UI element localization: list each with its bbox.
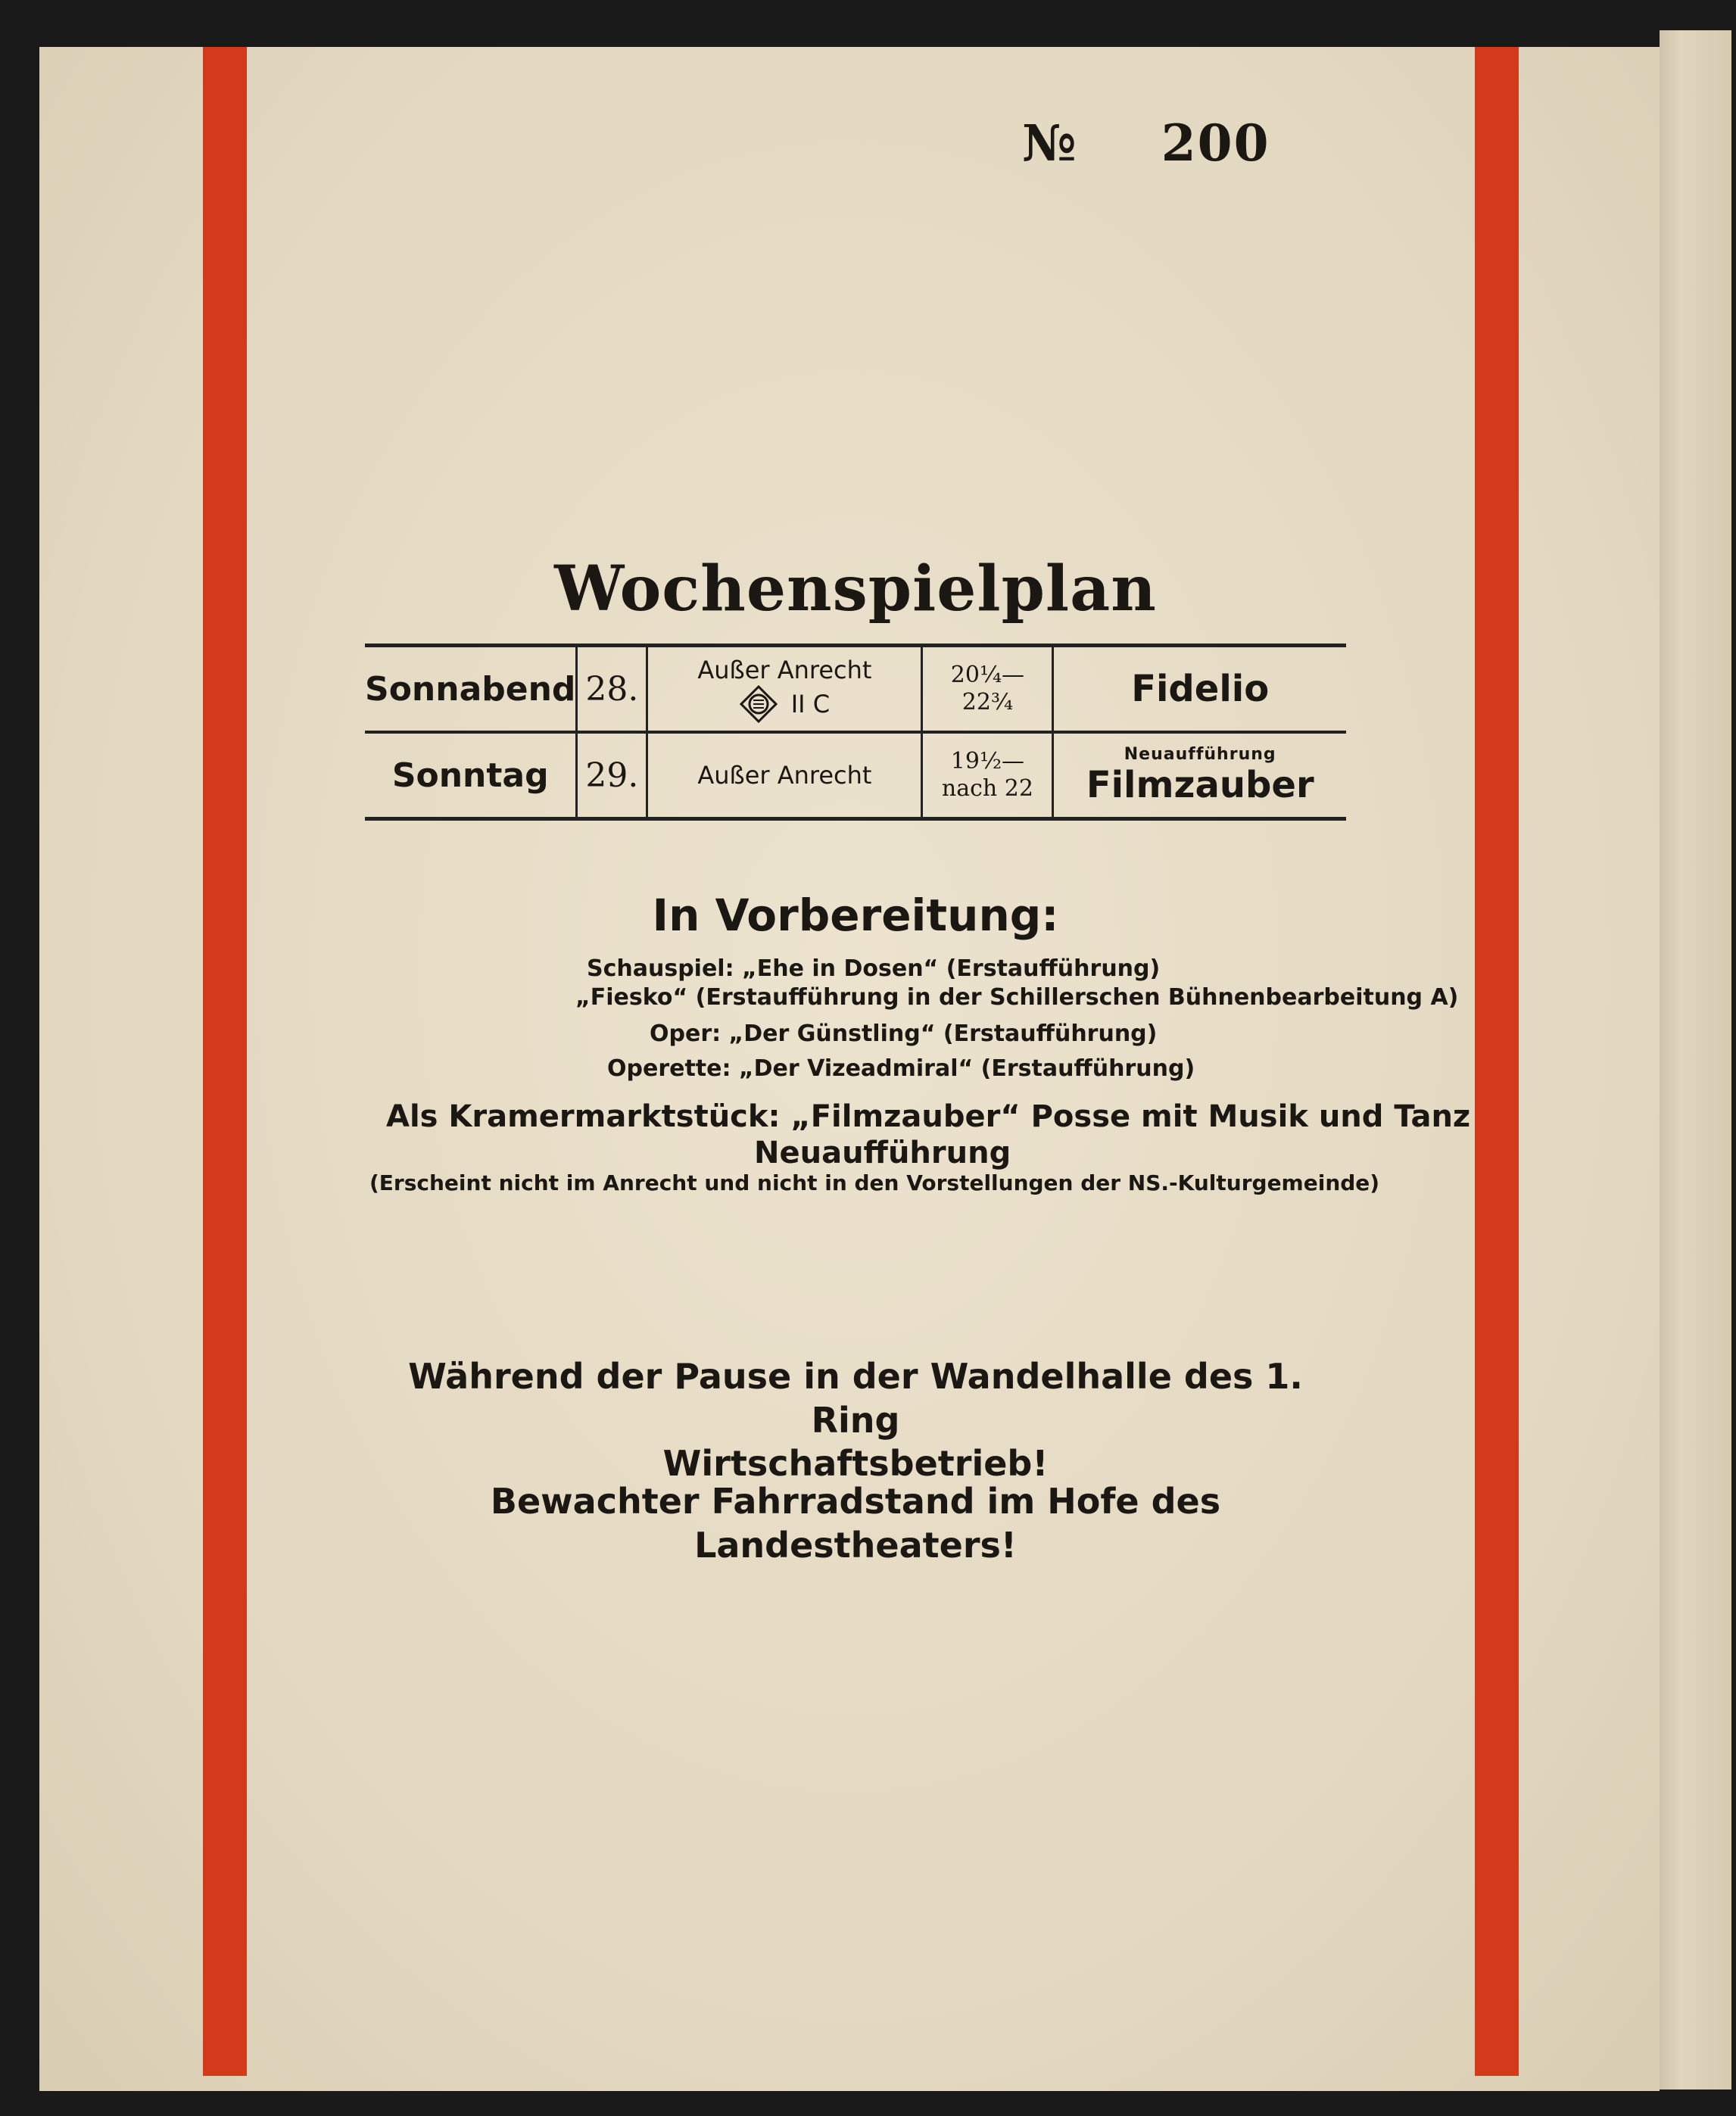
preparation-heading: In Vorbereitung: xyxy=(652,890,1059,941)
notice-line: Während der Pause in der Wandelhalle des 1. Ring xyxy=(408,1356,1303,1441)
notice-line: Wirtschaftsbetrieb! xyxy=(662,1443,1049,1484)
time-start: 19½— xyxy=(950,748,1025,774)
subscription-group-row xyxy=(648,685,921,723)
day-cell: Sonnabend xyxy=(365,646,577,733)
time-cell xyxy=(922,646,1053,733)
play-title: Fidelio xyxy=(1131,668,1270,710)
table-row xyxy=(365,646,1346,733)
playbill-number xyxy=(1022,114,1270,173)
subscription-cell xyxy=(647,646,922,733)
time-end: 22¾ xyxy=(962,689,1014,715)
preparation-note: (Erscheint nicht im Anrecht und nicht in den Vorstellungen der NS.-Kulturgemeinde) xyxy=(369,1170,1380,1195)
play-title: Filmzauber xyxy=(1086,763,1314,806)
bicycle-notice xyxy=(363,1480,1348,1567)
table-row xyxy=(365,732,1346,819)
number-sign: № xyxy=(1022,114,1078,173)
preparation-line: Schauspiel: „Ehe in Dosen“ (Erstaufführung) xyxy=(587,955,1161,982)
day-cell: Sonntag xyxy=(365,732,577,819)
date-cell: 28. xyxy=(577,646,647,733)
kdf-emblem-icon xyxy=(740,685,778,723)
left-red-stripe xyxy=(203,47,247,2076)
play-note: Neuaufführung xyxy=(1124,744,1276,764)
subscription-group: II C xyxy=(790,690,831,718)
preparation-line: Operette: „Der Vizeadmiral“ (Erstaufführung) xyxy=(607,1055,1195,1082)
intermission-notice xyxy=(363,1355,1348,1486)
page-edge xyxy=(1660,30,1731,2090)
play-cell xyxy=(1053,732,1346,819)
number-value: 200 xyxy=(1161,114,1270,173)
notice-line: Bewachter Fahrradstand im Hofe des Landestheaters! xyxy=(490,1481,1221,1566)
preparation-line: Neuaufführung xyxy=(754,1136,1011,1170)
preparation-line: „Fiesko“ (Erstaufführung in der Schillerschen Bühnenbearbeitung A) xyxy=(575,984,1459,1011)
page-title: Wochenspielplan xyxy=(554,553,1157,625)
schedule-table xyxy=(365,644,1346,821)
subscription-cell xyxy=(647,732,922,819)
preparation-line: Als Kramermarktstück: „Filmzauber“ Posse mit Musik und Tanz xyxy=(386,1099,1471,1134)
date-cell: 29. xyxy=(577,732,647,819)
time-cell xyxy=(922,732,1053,819)
play-cell xyxy=(1053,646,1346,733)
preparation-line: Oper: „Der Günstling“ (Erstaufführung) xyxy=(650,1021,1158,1047)
right-red-stripe xyxy=(1475,47,1519,2076)
subscription-label: Außer Anrecht xyxy=(697,656,872,684)
time-start: 20¼— xyxy=(950,662,1025,688)
subscription-label: Außer Anrecht xyxy=(697,761,872,790)
time-end: nach 22 xyxy=(941,775,1033,802)
